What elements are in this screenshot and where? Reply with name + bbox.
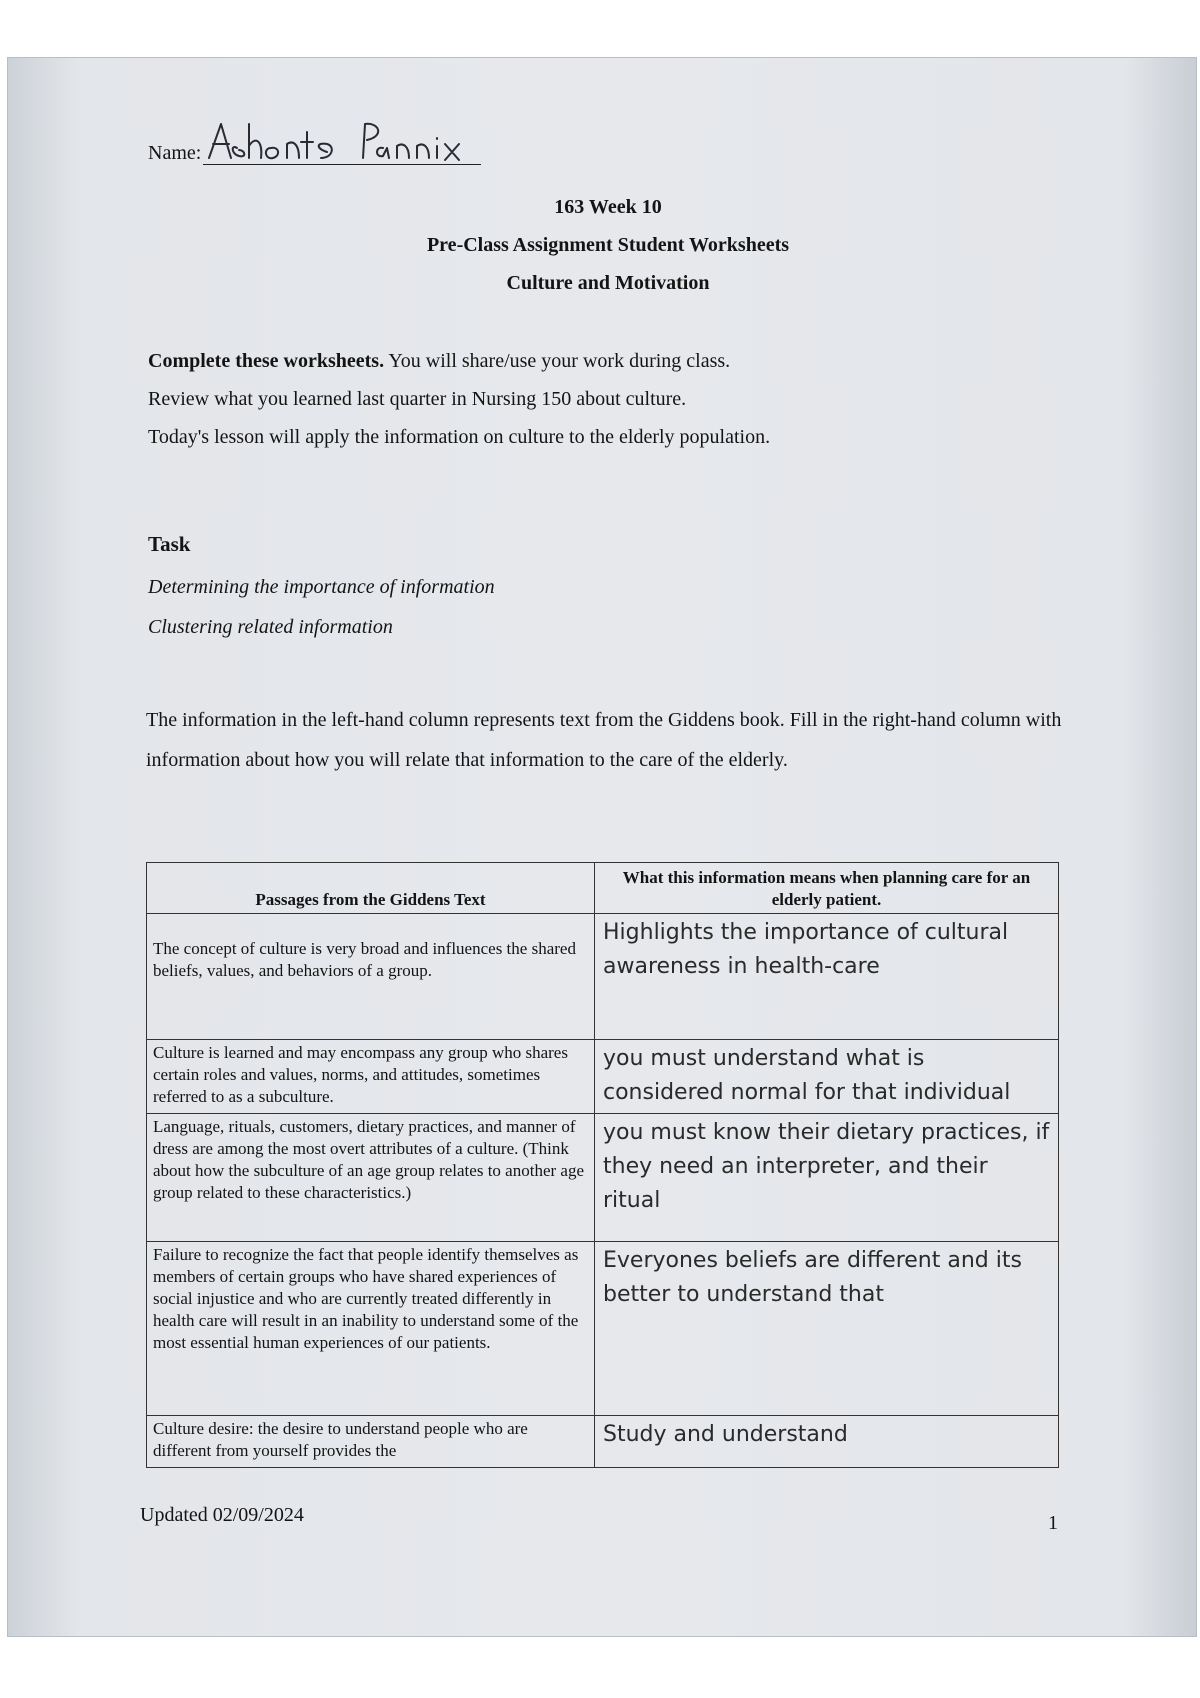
table-header-row (147, 863, 1059, 914)
task-title: Task (148, 532, 191, 556)
table-row (147, 1040, 1059, 1114)
worksheet-page (8, 58, 1196, 1636)
passage-cell: Failure to recognize the fact that people identify themselves as members of certain groups who have shared experiences of social injustice and who are currently treated differently in health care will result in an inability to understand some of the most essential human experiences of our patients. (147, 1242, 595, 1416)
instruction-line-3: Today's lesson will apply the information on culture to the elderly population. (148, 426, 771, 448)
passage-cell: Language, rituals, customers, dietary practices, and manner of dress are among the most overt attributes of a culture. (Think about how the subculture of an age group relates to another age group related to these characteristics.) (147, 1114, 595, 1242)
instructions-paragraph: The information in the left-hand column represents text from the Giddens book. Fill in the right-hand column with information about how you will relate that information to the care of the elderly. (146, 709, 1062, 771)
instruction-bold: Complete these worksheets. (148, 350, 385, 372)
name-field (148, 118, 481, 165)
giddens-table (146, 862, 1059, 1468)
instruction-rest: You will share/use your work during class. (384, 350, 731, 372)
header-passages: Passages from the Giddens Text (147, 863, 595, 914)
course-heading: 163 Week 10 (554, 196, 662, 218)
task-item-2: Clustering related information (148, 616, 393, 638)
passage-cell: Culture desire: the desire to understand people who are different from yourself provides the (147, 1416, 595, 1468)
student-signature (203, 118, 481, 165)
signature-icon (203, 118, 481, 164)
assignment-heading: Pre-Class Assignment Student Worksheets (426, 234, 790, 256)
table-row (147, 1242, 1059, 1416)
response-cell: Everyones beliefs are different and its better to understand that (595, 1242, 1059, 1416)
task-item-1: Determining the importance of information (148, 576, 495, 598)
response-cell: you must know their dietary practices, if they need an interpreter, and their ritual (595, 1114, 1059, 1242)
response-cell: you must understand what is considered normal for that individual (595, 1040, 1059, 1114)
page-number: 1 (1048, 1512, 1058, 1534)
topic-heading: Culture and Motivation (506, 272, 710, 294)
name-label: Name: (148, 142, 202, 164)
updated-date: Updated 02/09/2024 (140, 1504, 304, 1526)
page-background-top (0, 0, 1200, 60)
instruction-line-2: Review what you learned last quarter in Nursing 150 about culture. (148, 388, 687, 410)
table-row (147, 1114, 1059, 1242)
header-planning: What this information means when planning care for an elderly patient. (595, 863, 1059, 914)
passage-cell: The concept of culture is very broad and influences the shared beliefs, values, and behaviors of a group. (147, 914, 595, 1040)
passage-cell: Culture is learned and may encompass any group who shares certain roles and values, norms, and attitudes, sometimes referred to as a subculture. (147, 1040, 595, 1114)
instruction-line-1 (148, 342, 730, 380)
table-row (147, 1416, 1059, 1468)
table-row (147, 914, 1059, 1040)
response-cell: Highlights the importance of cultural awareness in health-care (595, 914, 1059, 1040)
response-cell: Study and understand (595, 1416, 1059, 1468)
